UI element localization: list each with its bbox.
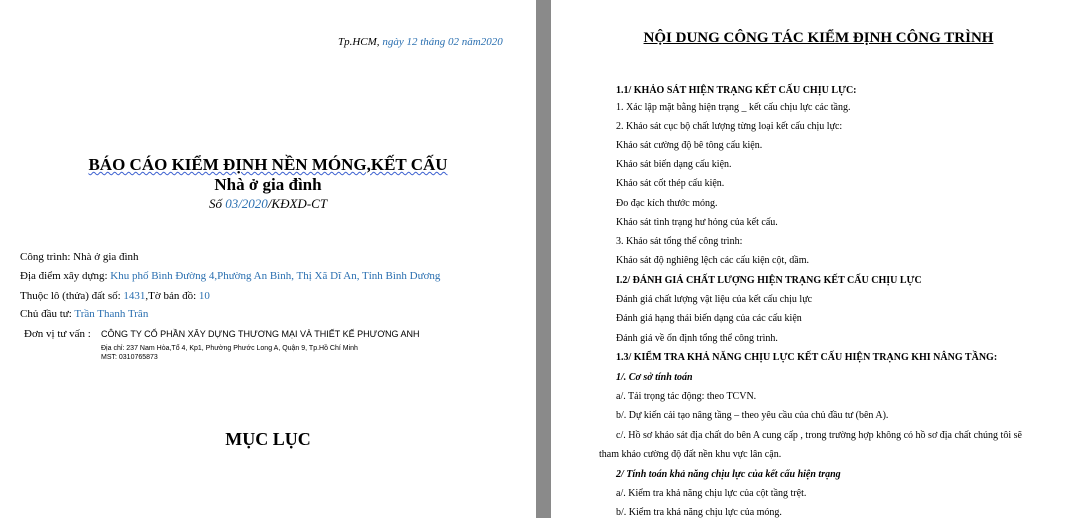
owner-line [20, 308, 148, 320]
location-line [20, 270, 440, 282]
lot-label: Thuộc lô (thửa) đất số: [20, 290, 124, 302]
toc-heading: MỤC LỤC [225, 429, 311, 449]
consultant-label: Đơn vị tư vấn : [24, 328, 91, 340]
report-title-text: BÁO CÁO KIỂM ĐỊNH NỀN MÓNG,KẾT CẤU [88, 155, 448, 174]
right-page [551, 0, 1086, 518]
content-line: tham khảo cường độ đất nền khu vực lân cận. [599, 449, 782, 460]
left-page [0, 0, 536, 518]
date-value: ngày 12 tháng 02 năm2020 [382, 36, 503, 48]
report-number [0, 196, 536, 212]
content-line: Khảo sát tình trạng hư hỏng của kết cấu. [616, 217, 778, 228]
location-label: Địa điểm xây dựng: [20, 270, 111, 282]
owner-label: Chủ đầu tư: [20, 308, 75, 320]
content-line: a/. Tải trọng tác động: theo TCVN. [616, 391, 757, 402]
company-name: CÔNG TY CỔ PHẦN XÂY DỰNG THƯƠNG MẠI VÀ THIẾT KẾ PHƯƠNG ANH [101, 329, 420, 339]
project-value: Nhà ở gia đình [73, 251, 139, 263]
lot-value: 1431 [123, 290, 146, 302]
project-label: Công trình: [20, 251, 74, 263]
owner-value: Trần Thanh Trân [74, 308, 149, 320]
project-line [20, 251, 139, 263]
content-line: Khảo sát độ nghiêng lệch các cấu kiện cột, dầm. [616, 255, 809, 266]
content-line: 1.1/ KHẢO SÁT HIỆN TRẠNG KẾT CẤU CHỊU LỰC: [616, 85, 857, 96]
content-line: Đánh giá về ổn định tổng thể công trình. [616, 333, 778, 344]
content-line: Đánh giá chất lượng vật liệu của kết cấu chịu lực [616, 294, 813, 305]
content-line: 2. Khảo sát cục bộ chất lượng từng loại kết cấu chịu lực: [616, 121, 843, 132]
content-line: a/. Kiểm tra khả năng chịu lực của cột tầng trệt. [616, 488, 807, 499]
content-title: NỘI DUNG CÔNG TÁC KIỂM ĐỊNH CÔNG TRÌNH [643, 30, 994, 46]
content-line: b/. Kiểm tra khả năng chịu lực của móng. [616, 507, 782, 518]
number-suffix: /KĐXD-CT [267, 196, 328, 211]
page-gutter [536, 0, 551, 518]
content-line: Khảo sát cường độ bê tông cấu kiện. [616, 140, 763, 151]
content-line: b/. Dự kiến cải tạo nâng tầng – theo yêu cầu của chủ đầu tư (bên A). [616, 410, 889, 421]
content-line: Khảo sát cốt thép cấu kiện. [616, 178, 725, 189]
location-value: Khu phố Bình Đường 4,Phường An Bình, Thị Xã Dĩ An, Tỉnh Bình Dương [110, 270, 441, 282]
number-value: 03/2020 [225, 196, 268, 211]
content-line: 1.3/ KIỂM TRA KHẢ NĂNG CHỊU LỰC KẾT CẤU HIỆN TRẠNG KHI NÂNG TẦNG: [616, 352, 998, 363]
company-address: Địa chỉ: 237 Nam Hòa,Tổ 4, Kp1, Phường Phước Long A, Quận 9, Tp.Hồ Chí Minh [101, 345, 358, 352]
content-line: 2/ Tính toán khả năng chịu lực của kết cấu hiện trạng [616, 469, 841, 480]
content-line: c/. Hồ sơ khảo sát địa chất do bên A cung cấp , trong trường hợp không có hồ sơ địa chất chúng tôi sẽ [616, 430, 1022, 441]
content-line: 3. Khảo sát tổng thể công trình: [616, 236, 743, 247]
content-line: 1/. Cơ sở tính toán [616, 372, 693, 383]
date-prefix: Tp.HCM, [338, 36, 383, 48]
lot-line [20, 290, 210, 302]
report-date [338, 36, 503, 48]
report-title [0, 155, 536, 175]
map-label: ,Tờ bản đồ: [145, 290, 199, 302]
report-subtitle: Nhà ở gia đình [214, 175, 322, 194]
content-line: Khảo sát biến dạng cấu kiện. [616, 159, 732, 170]
content-line: Đánh giá hạng thái biến dạng của các cấu kiện [616, 313, 802, 324]
company-tax-code: MST: 0310765873 [101, 354, 158, 361]
map-value: 10 [198, 290, 210, 302]
number-prefix: Số [208, 196, 226, 211]
content-line: 1. Xác lập mặt bằng hiện trạng _ kết cấu chịu lực các tầng. [616, 102, 851, 113]
content-line: I.2/ ĐÁNH GIÁ CHẤT LƯỢNG HIỆN TRẠNG KẾT CẤU CHỊU LỰC [616, 275, 922, 286]
content-line: Đo đạc kích thước móng. [616, 198, 718, 209]
